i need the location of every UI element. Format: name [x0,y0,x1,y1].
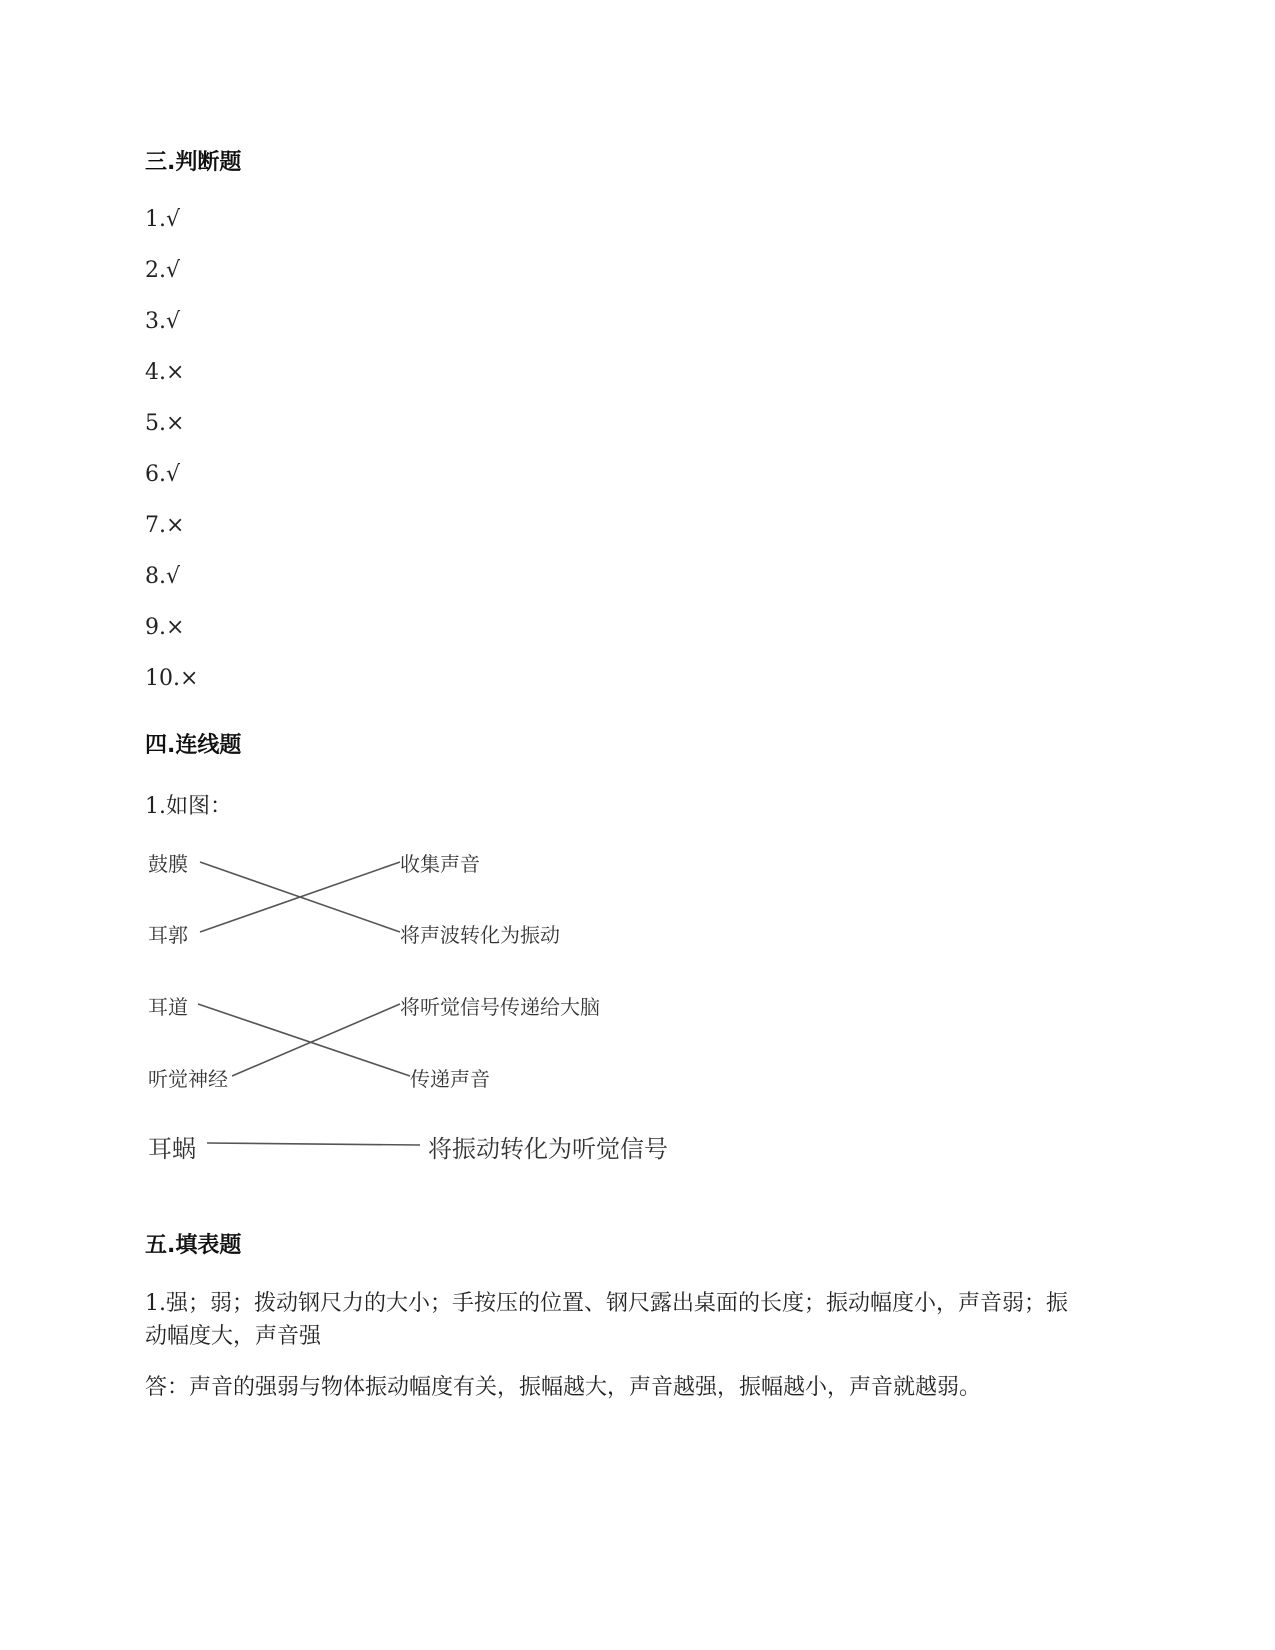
line-cochlea-to-signal [207,1143,420,1145]
judgment-answer-9: 9.× [145,615,185,640]
section-4-title: 四.连线题 [145,733,242,758]
judgment-answer-5: 5.× [145,411,185,436]
judgment-answer-2: 2.√ [145,258,181,283]
section-5-title: 五.填表题 [145,1233,242,1258]
section-3-title: 三.判断题 [145,150,242,175]
match-left-auditory-nerve: 听觉神经 [148,1067,228,1091]
match-left-ear-canal: 耳道 [148,995,188,1019]
judgment-answer-8: 8.√ [145,564,181,589]
match-left-cochlea: 耳蜗 [148,1135,196,1163]
match-left-auricle: 耳郭 [148,923,188,947]
fill-table-explanation: 答：声音的强弱与物体振动幅度有关，振幅越大，声音越强，振幅越小，声音就越弱。 [145,1375,982,1400]
judgment-answer-3: 3.√ [145,309,181,334]
judgment-answer-7: 7.× [145,513,185,538]
line-erdao-to-transmit [198,1004,410,1076]
match-right-signal-to-brain: 将听觉信号传递给大脑 [400,995,600,1019]
judgment-answer-6: 6.√ [145,462,181,487]
judgment-answer-10: 10.× [145,666,199,691]
match-right-transmit-sound: 传递声音 [410,1067,490,1091]
match-right-vibration-to-signal: 将振动转化为听觉信号 [428,1135,668,1163]
matching-intro: 1.如图： [145,794,232,819]
judgment-answer-1: 1.√ [145,207,181,232]
match-right-wave-to-vibration: 将声波转化为振动 [400,923,560,947]
match-left-eardrum: 鼓膜 [148,852,188,876]
match-right-collect-sound: 收集声音 [400,852,480,876]
judgment-answer-4: 4.× [145,360,185,385]
line-nerve-to-brain [232,1004,400,1076]
fill-table-answer: 1.强；弱；拨动钢尺力的大小；手按压的位置、钢尺露出桌面的长度；振动幅度小，声音弱；振动幅度大，声音强 [145,1291,1068,1349]
